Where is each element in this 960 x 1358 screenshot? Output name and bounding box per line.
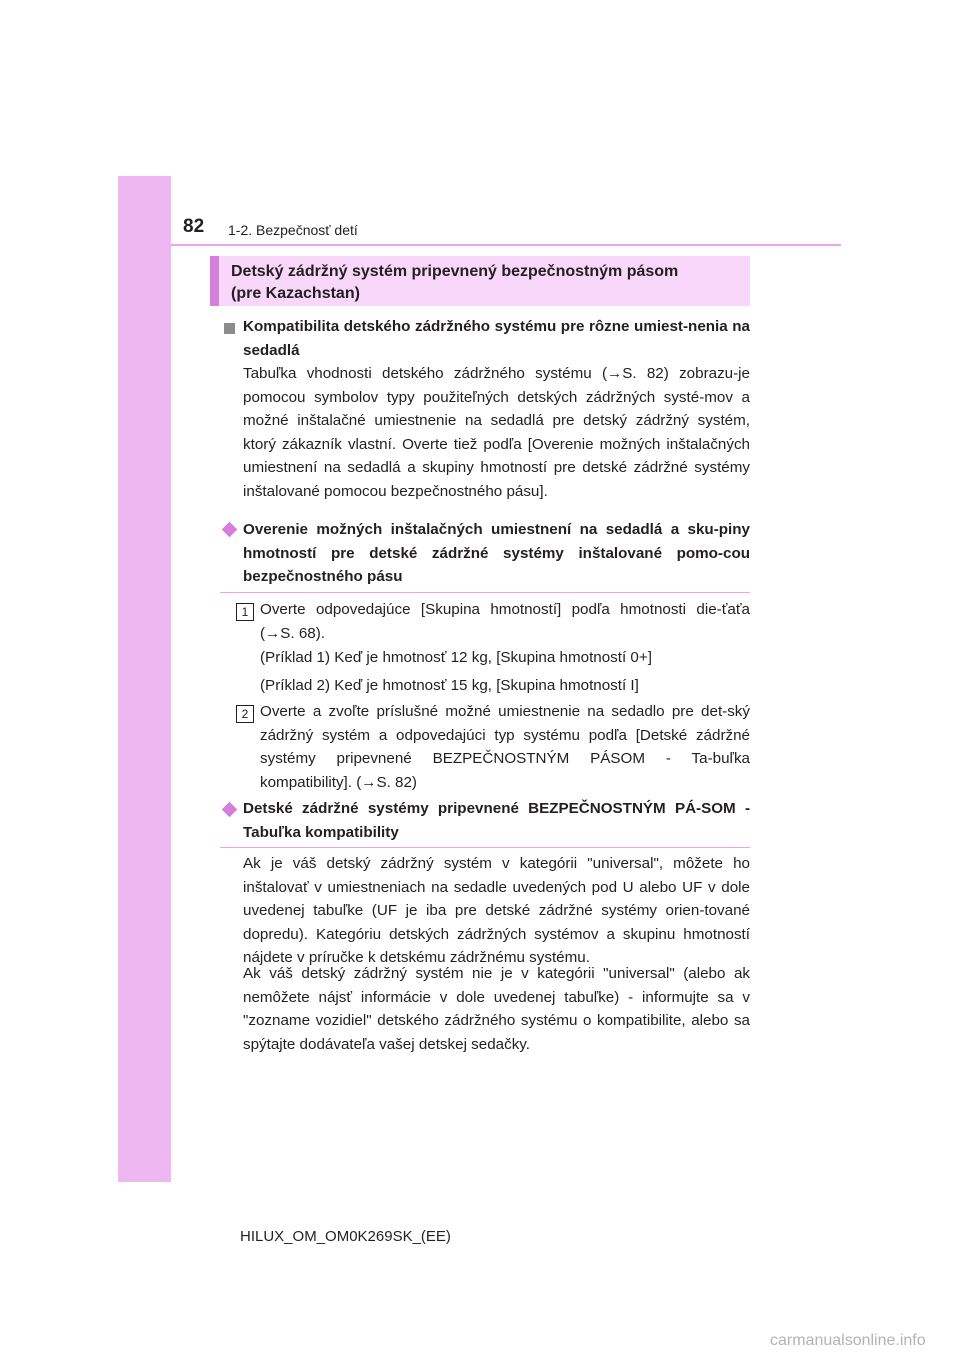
step-1-example-2: (Príklad 2) Keď je hmotnosť 15 kg, [Skupina hmotností I]	[260, 677, 639, 694]
step-1-example-1: (Príklad 1) Keď je hmotnosť 12 kg, [Skupina hmotností 0+]	[260, 649, 652, 666]
page-number: 82	[183, 216, 205, 237]
document-footer: HILUX_OM_OM0K269SK_(EE)	[240, 1228, 451, 1245]
topic-title-box	[210, 256, 750, 306]
step-2-text: Overte a zvoľte príslušné možné umiestnenie na sedadlo pre det-ský zádržný systém a odpovedajúci typ systému podľa [Detské zádržné systémy pripevnené BEZPEČNOSTNÝM PÁSOM - Ta-buľka kompatibility]. (→S. 82)	[260, 703, 750, 791]
topic-title-line-2: (pre Kazachstan)	[231, 285, 360, 302]
table-para-2: Ak váš detský zádržný systém nie je v kategórii "universal" (alebo ak nemôžete nájsť informácie v dole uvedenej tabuľke) - informujte sa v "zozname vozidiel" detského zádržného systému o kompatibilite, alebo sa spýtajte dodávateľa vašej detskej sedačky.	[243, 965, 750, 1053]
verify-heading-divider	[220, 592, 750, 593]
section-title: 1-2. Bezpečnosť detí	[228, 222, 358, 238]
step-number-2: 2	[236, 705, 254, 723]
step-number-1: 1	[236, 603, 254, 621]
compat-heading: Kompatibilita detského zádržného systému pre rôzne umiest-nenia na sedadlá	[243, 318, 750, 359]
step-1-text: Overte odpovedajúce [Skupina hmotností] podľa hmotnosti die-ťaťa (→S. 68).	[260, 601, 750, 642]
table-heading-divider	[220, 847, 750, 848]
table-para-1: Ak je váš detský zádržný systém v kategórii "universal", môžete ho inštalovať v umiestneniach na sedadle uvedených pod U alebo UF v dole uvedenej tabuľke (UF je iba pre detské zádržné systémy orien-tované dopredu). Kategóriu detských zádržných systémov a skupinu hmotností nájdete v príručke k detskému zádržnému systému.	[243, 855, 750, 966]
diamond-bullet-icon	[222, 522, 238, 538]
site-watermark: carmanualsonline.info	[770, 1332, 926, 1349]
topic-title-line-1: Detský zádržný systém pripevnený bezpečnostným pásom	[231, 263, 679, 280]
header-divider	[171, 244, 841, 246]
compat-body: Tabuľka vhodnosti detského zádržného systému (→S. 82) zobrazu-je pomocou symbolov typy použiteľných detských zádržných systé-mov a možné inštalačné umiestnenie na sedadlá pre detský zádržný systém, ktorý zákazník vlastní. Overte tiež podľa [Overenie možných inštalačných umiestnení na sedadlá a skupiny hmotností pre detské zádržné systémy inštalované pomocou bezpečnostného pásu].	[243, 365, 750, 500]
diamond-bullet-icon	[222, 802, 238, 818]
verify-heading: Overenie možných inštalačných umiestnení na sedadlá a sku-piny hmotností pre detské zádržné systémy inštalované pomo-cou bezpečnostného pásu	[243, 521, 750, 585]
square-bullet-icon	[224, 323, 235, 334]
table-heading: Detské zádržné systémy pripevnené BEZPEČNOSTNÝM PÁ-SOM - Tabuľka kompatibility	[243, 800, 750, 841]
sidebar-band	[118, 176, 171, 1182]
